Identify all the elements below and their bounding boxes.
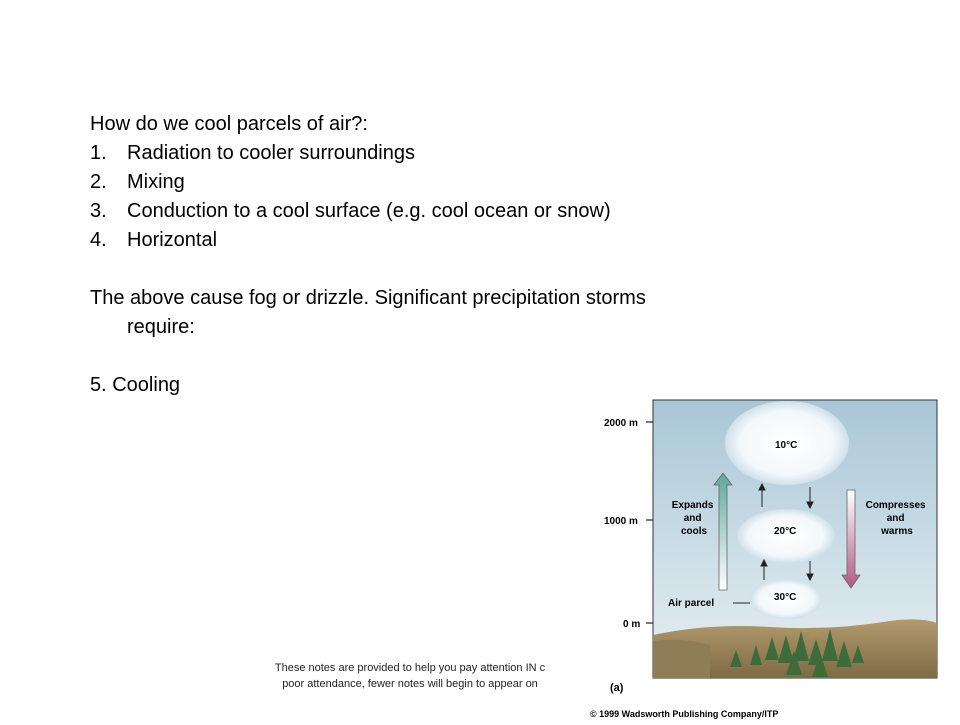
air-parcel-label: Air parcel: [668, 598, 715, 609]
footer-line-2: poor attendance, fewer notes will begin to appear on: [282, 678, 538, 690]
item-number: 2.: [90, 171, 107, 193]
left-label: Expands and cools: [671, 500, 714, 537]
figure-svg: [590, 395, 940, 720]
slide-text: [90, 110, 790, 400]
paragraph-line-2: require:: [127, 316, 195, 338]
item-number: 4.: [90, 229, 107, 251]
item-5: 5. Cooling: [90, 374, 181, 396]
paragraph-line-1: The above cause fog or drizzle. Significant precipitation storms: [90, 287, 646, 309]
item-text: Radiation to cooler surroundings: [127, 142, 415, 164]
panel-label: (a): [610, 682, 624, 694]
heading: How do we cool parcels of air?:: [90, 113, 368, 135]
item-number: 1.: [90, 142, 107, 164]
parcel-temp-bottom: 30°C: [774, 592, 797, 603]
alt-label-1000: 1000 m: [604, 516, 638, 527]
alt-label-2000: 2000 m: [604, 418, 638, 429]
copyright: © 1999 Wadsworth Publishing Company/ITP: [590, 709, 779, 719]
list-item: [90, 226, 790, 255]
footer-line-1: These notes are provided to help you pay attention IN c: [274, 662, 546, 674]
spacer: [90, 255, 790, 284]
parcel-temp-top: 10°C: [775, 440, 798, 451]
adiabatic-figure: [590, 395, 940, 720]
list-item: [90, 197, 790, 226]
item-text: Mixing: [127, 171, 185, 193]
list-item: [90, 168, 790, 197]
item-number: 3.: [90, 200, 107, 222]
footer-note: [230, 660, 590, 692]
right-label: Compresses and warms: [865, 500, 926, 537]
item-text: Conduction to a cool surface (e.g. cool ocean or snow): [127, 200, 611, 222]
parcel-temp-middle: 20°C: [774, 526, 797, 537]
alt-label-0: 0 m: [623, 619, 641, 630]
spacer: [90, 342, 790, 371]
list-item: [90, 139, 790, 168]
item-text: Horizontal: [127, 229, 218, 251]
